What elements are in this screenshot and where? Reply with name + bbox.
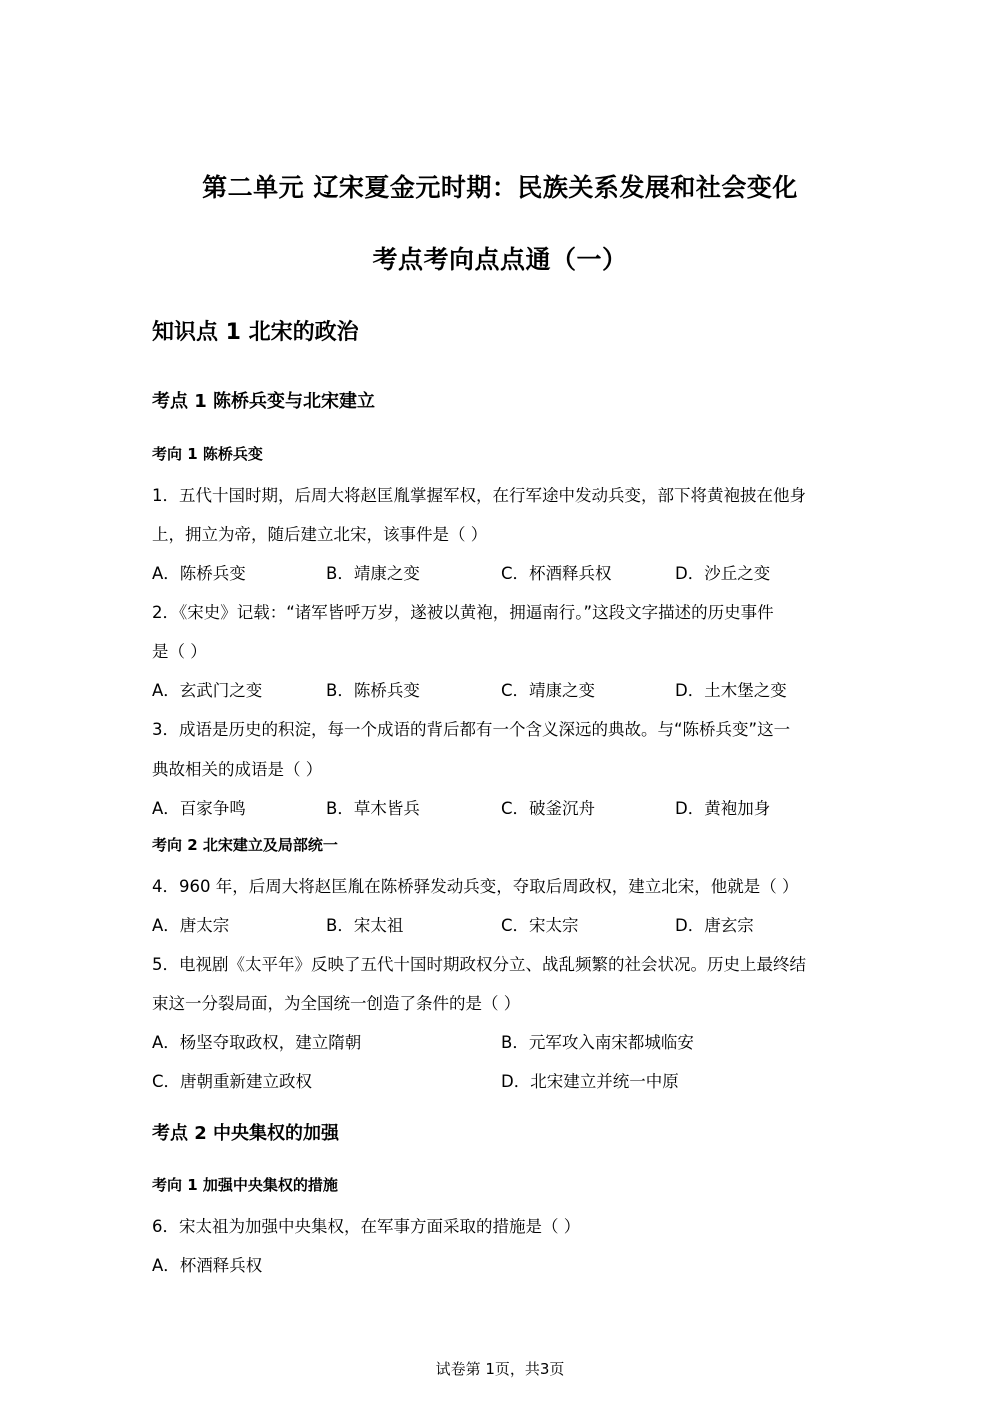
question-4-line-1: 4．960 年，后周大将赵匡胤在陈桥驿发动兵变，夺取后周政权，建立北宋，他就是（ ） [152, 877, 799, 896]
question-3-option-b: B．草木皆兵 [326, 799, 420, 818]
question-2-option-b: B．陈桥兵变 [326, 681, 420, 700]
page-footer: 试卷第 1页，共3页 [435, 1360, 565, 1378]
question-4-option-d: D．唐玄宗 [675, 916, 754, 935]
question-1-option-b: B．靖康之变 [326, 564, 420, 583]
question-2-line-1: 2．《宋史》记载：“诸军皆呼万岁，遂被以黄袍，拥逼南行。”这段文字描述的历史事件 [152, 603, 774, 622]
question-6-line-1: 6．宋太祖为加强中央集权，在军事方面采取的措施是（ ） [152, 1217, 581, 1236]
section-heading: 考点 1 陈桥兵变与北宋建立 [152, 391, 376, 412]
question-1-option-a: A．陈桥兵变 [152, 564, 246, 583]
knowledge-point-heading: 知识点 1 北宋的政治 [152, 320, 359, 345]
question-1-line-1: 1．五代十国时期，后周大将赵匡胤掌握军权，在行军途中发动兵变，部下将黄袍披在他身 [152, 486, 806, 505]
question-3-option-c: C．破釜沉舟 [501, 799, 596, 818]
question-3-option-a: A．百家争鸣 [152, 799, 246, 818]
question-5-line-1: 5．电视剧《太平年》反映了五代十国时期政权分立、战乱频繁的社会状况。历史上最终结 [152, 955, 806, 974]
document-subtitle: 考点考向点点通（一） [372, 245, 628, 274]
question-5-option-d: D．北宋建立并统一中原 [501, 1072, 679, 1091]
question-4-option-a: A．唐太宗 [152, 916, 230, 935]
question-1-option-c: C．杯酒释兵权 [501, 564, 612, 583]
section-heading: 考点 2 中央集权的加强 [152, 1123, 340, 1144]
question-3-line-1: 3．成语是历史的积淀，每一个成语的背后都有一个含义深远的典故。与“陈桥兵变”这一 [152, 720, 791, 739]
question-5-option-a: A．杨坚夺取政权，建立隋朝 [152, 1033, 362, 1052]
question-2-option-a: A．玄武门之变 [152, 681, 263, 700]
question-5-line-2: 束这一分裂局面，为全国统一创造了条件的是（ ） [152, 994, 521, 1013]
question-1-line-2: 上，拥立为帝，随后建立北宋，该事件是（ ） [152, 525, 488, 544]
question-3-line-2: 典故相关的成语是（ ） [152, 760, 323, 779]
question-5-option-b: B．元军攻入南宋都城临安 [501, 1033, 694, 1052]
question-1-option-d: D．沙丘之变 [675, 564, 771, 583]
question-3-option-d: D．黄袍加身 [675, 799, 771, 818]
question-4-option-c: C．宋太宗 [501, 916, 579, 935]
question-4-option-b: B．宋太祖 [326, 916, 404, 935]
question-5-option-c: C．唐朝重新建立政权 [152, 1072, 313, 1091]
document-title: 第二单元 辽宋夏金元时期：民族关系发展和社会变化 [202, 173, 798, 202]
subsection-heading: 考向 1 加强中央集权的措施 [152, 1176, 338, 1194]
question-2-line-2: 是（ ） [152, 642, 207, 661]
question-2-option-d: D．土木堡之变 [675, 681, 787, 700]
question-6-option-a: A．杯酒释兵权 [152, 1256, 263, 1275]
question-2-option-c: C．靖康之变 [501, 681, 596, 700]
subsection-heading: 考向 2 北宋建立及局部统一 [152, 836, 338, 854]
subsection-heading: 考向 1 陈桥兵变 [152, 445, 263, 463]
